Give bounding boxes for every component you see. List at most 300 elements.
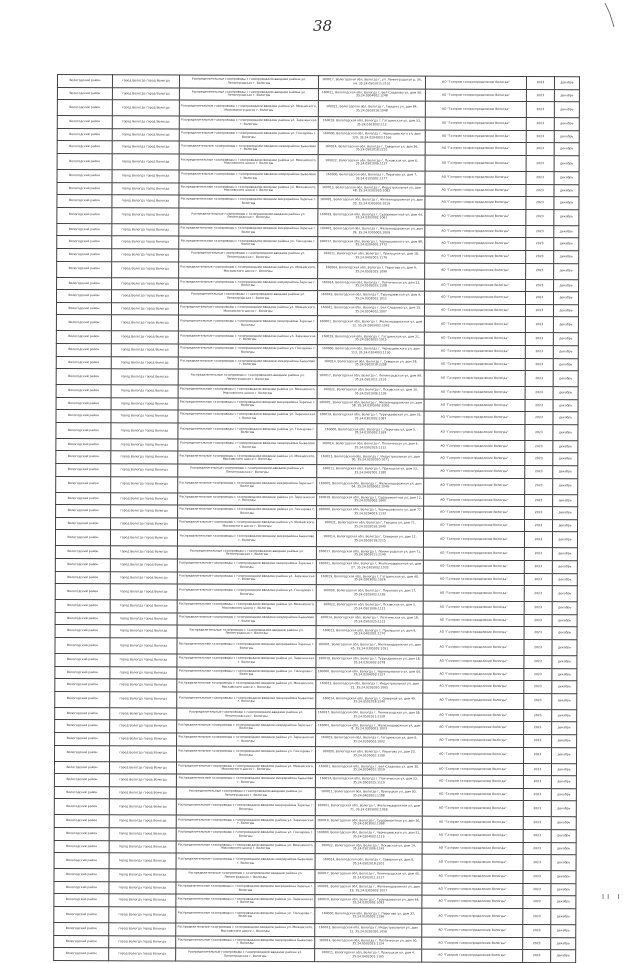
city-cell: город Вологда город Вологда [110,679,177,692]
year-cell: 2023 [526,225,554,238]
year-cell: 2023 [524,627,552,640]
year-cell: 2023 [526,143,554,156]
object-cell: Распределительные газопроводы с газопроводами-вводами микрорайона Бывалово г. Вологды [176,774,315,787]
object-cell: Распределительные газопроводы с газопроводами-вводами района ул. Можайского, Московского шоссе г. Вологды [176,841,315,854]
address-cell: 160000, Вологодская обл, Вологда г, Пирогова ул, дом 7, 35:24:0105002:1177 [318,171,425,184]
district-cell: Вологодский район [55,546,110,559]
year-cell: 2023 [525,399,553,412]
month-cell: декабрь [551,788,576,801]
object-cell: Распределительные газопроводы с газопроводами-вводами района ул. Ленинградская г. Вологды [177,625,316,638]
year-cell: 2023 [523,829,551,842]
district-cell: Вологодский район [57,248,112,261]
object-cell: Распределительные газопроводы с газопроводами-вводами района ул. Можайского, Московского шоссе г. Вологды [176,923,315,936]
year-cell: 2023 [523,747,551,763]
table-body [54,75,580,963]
address-cell: 160022, Вологодская обл, Вологда г, Псковская ул, дом 10, 35:24:0501006:1139 [317,386,424,399]
city-cell: город Вологда город Вологда [112,129,179,142]
organization-cell: АО "Газпром газораспределение Вологда" [423,639,524,655]
month-cell: декабрь [551,817,576,830]
city-cell: город Вологда город Вологда [112,277,179,290]
district-cell: Вологодский район [55,732,110,745]
city-cell: город Вологда город Вологда [111,451,178,464]
district-cell: Вологодский район [54,935,109,948]
year-cell: 2023 [525,345,553,358]
object-cell: Распределительные газопроводы с газопроводами-вводами района ул. Ленинградская г. Вологды [179,88,318,101]
city-cell: город Вологда город Вологда [109,853,176,869]
address-cell: 160019, Вологодская обл, Вологда г, Турундаевская ул, дом 44, 35:24:0303002:1093 [315,895,422,908]
city-cell: город Вологда город Вологда [110,546,177,559]
organization-cell: АО "Газпром газораспределение Вологда" [422,842,523,855]
month-cell: декабрь [554,251,579,264]
district-cell: Вологодский район [54,761,109,774]
scan-edge-mark [604,2,616,28]
district-cell: Вологодский район [55,571,110,584]
address-cell: 160014, Вологодская обл, Вологда г, Поэтическая ул, дом 22, 35:24:0502025:1119 [315,775,422,788]
city-cell: город Вологда город Вологда [111,505,178,518]
city-cell: город Вологда город Вологда [110,571,177,584]
object-cell: Распределительные газопроводы с газопроводами-вводами района ул. Можайского, Московского шоссе г. Вологды [179,262,318,279]
object-cell: Распределительные газопроводы с газопроводами-вводами микрорайона Бывалово г. Вологды [179,170,318,183]
city-cell: город Вологда город Вологда [111,315,178,331]
organization-cell: АО "Газпром газораспределение Вологда" [424,424,525,440]
city-cell: город Вологда город Вологда [111,518,178,531]
year-cell: 2023 [524,548,552,561]
city-cell: город Вологда город Вологда [112,223,179,236]
district-cell: Вологодский район [57,290,112,303]
district-cell: Вологодский район [57,153,112,169]
year-cell: 2023 [523,763,551,776]
organization-cell: АО "Газпром газораспределение Вологда" [424,370,525,386]
district-cell: Вологодский район [57,87,112,100]
district-cell: Вологодский район [55,653,110,666]
city-cell: город Вологда город Вологда [109,840,176,853]
city-cell: город Вологда город Вологда [112,290,179,303]
organization-cell: АО "Газпром газораспределение Вологда" [422,883,523,896]
year-cell: 2023 [525,371,553,387]
organization-cell: АО "Газпром газораспределение Вологда" [425,250,526,263]
district-cell: Вологодский район [54,827,109,840]
district-cell: Вологодский район [55,600,110,613]
address-cell: 160014, Вологодская обл, Вологда г, Северная ул, дом 12, 35:24:0502018:2215 [316,531,423,547]
district-cell: Вологодский район [56,505,111,518]
city-cell: город Вологда город Вологда [112,195,179,208]
month-cell: декабрь [551,925,576,938]
table-row [54,948,576,963]
month-cell: декабрь [551,842,576,855]
object-cell: Распределительные газопроводы с газопроводами-вводами района ул. Зареченская г. Вологды [176,894,315,907]
address-cell: 160022, Вологодская обл, Вологда г, Псковская ул, дом 6, 35:24:0501006:1127 [318,155,425,171]
address-cell: 160000, Вологодская обл, Вологда г, Пирогова ул, дом 25, 35:24:0105002:1190 [315,746,422,762]
organization-cell: АО "Газпром газораспределение Вологда" [424,332,525,345]
address-cell: 160022, Вологодская обл, Вологда г, Псковская ул, дом 14, 35:24:0501006:1142 [315,841,422,854]
address-cell: 160019, Вологодская обл, Вологда г, Турундаевская ул, дом 18, 35:24:0303002:1078 [316,655,423,668]
district-cell: Вологодский район [55,691,110,707]
month-cell: декабрь [551,830,576,843]
district-cell: Вологодский район [54,922,109,935]
city-cell: город Вологда город Вологда [109,761,176,774]
month-cell: декабрь [551,896,576,909]
object-cell: Распределительные газопроводы с газопроводами-вводами микрорайона Бывалово г. Вологды [177,613,316,626]
organization-cell: АО "Газпром газораспределение Вологда" [425,209,526,225]
year-cell: 2023 [526,279,554,292]
month-cell: декабрь [552,532,577,548]
object-cell: Распределительные газопроводы с газопроводами-вводами района ул. Ленинградская г. Вологды [176,787,315,800]
city-cell: город Вологда город Вологда [110,530,177,546]
object-cell: Распределительные газопроводы с газопроводами-вводами района ул. Ленинградская г. Вологды [177,708,316,721]
month-cell: декабрь [554,238,579,251]
district-cell: Вологодский район [54,815,109,828]
organization-cell: АО "Газпром газораспределение Вологда" [422,870,523,883]
district-cell: Вологодский район [56,464,111,477]
month-cell: декабрь [554,225,579,238]
address-cell: 160013, Вологодская обл, Вологда г, Индустриальная ул, дом 30, 35:24:0202020:1071 [317,452,424,465]
organization-cell: АО "Газпром газораспределение Вологда" [422,775,523,788]
district-cell: Вологодский район [55,720,110,733]
gas-pipeline-table [53,74,580,963]
object-cell: Распределительные газопроводы с газопроводами-вводами микрорайона Заречье г. Вологды [179,195,318,208]
month-cell: декабрь [552,709,577,722]
district-cell: Вологодский район [55,707,110,720]
organization-cell: АО "Газпром газораспределение Вологда" [423,532,524,548]
district-cell: Вологодский район [57,223,112,236]
object-cell: Распределительные газопроводы с газопроводами-вводами района ул. Можайского, Московского шоссе г. Вологды [178,385,317,398]
year-cell: 2023 [525,466,553,479]
month-cell: декабрь [551,950,576,963]
year-cell: 2023 [525,478,553,494]
district-cell: Вологодский район [56,492,111,505]
object-cell: Распределительные газопроводы с газопроводами-вводами района ул. Ленинградская г. Вологды [179,208,318,225]
address-cell: 160013, Вологодская обл, Вологда г, Индустриальная ул, дом 48, 35:24:0202020:1082 [318,183,425,196]
organization-cell: АО "Газпром газораспределение Вологда" [424,399,525,412]
object-cell: Распределительные газопроводы с газопроводами-вводами района ул. Гончарова г. Вологды [178,344,317,357]
organization-cell: АО "Газпром газораспределение Вологда" [423,585,524,601]
city-cell: город Вологда город Вологда [111,464,178,477]
city-cell: город Вологда город Вологда [112,75,179,88]
address-cell: 160000, Вологодская обл, Вологда г, Пирогова ул, дом 33, 35:24:0105002:1196 [315,908,422,924]
district-cell: Вологодский район [54,948,109,961]
organization-cell: АО "Газпром газораспределение Вологда" [425,196,526,209]
address-cell: 160021, Вологодская обл, Вологда г, Герцена ул, дом 71, 35:24:0202016:1040 [317,518,424,531]
address-cell: 160001, Вологодская обл, Вологда г, Железнодорожная ул, дом 12, 35:24:0305002:1042 [317,316,424,332]
organization-cell: АО "Газпром газораспределение Вологда" [423,601,524,614]
object-cell: Распределительные газопроводы с газопроводами-вводами микрорайона Заречье г. Вологды [176,799,315,816]
city-cell: город Вологда город Вологда [110,733,177,746]
district-cell: Вологодский район [56,302,111,315]
address-cell: 160017, Вологодская обл, Вологда г, Ленинградская ул, дом 71, 35:24:0502011:2140 [316,547,423,560]
city-cell: город Вологда город Вологда [112,116,179,129]
month-cell: декабрь [553,399,578,412]
district-cell: Вологодский район [55,679,110,692]
organization-cell: АО "Газпром газораспределение Вологда" [423,655,524,668]
district-cell: Вологодский район [56,476,111,492]
object-cell: Распределительные газопроводы с газопроводами-вводами района ул. Ленинградская г. Вологды [179,75,318,88]
address-cell: 160001, Вологодская обл, Вологда г, Железнодорожная ул, дом 27, 35:24:0305002:1033 [316,560,423,573]
organization-cell: АО "Газпром газораспределение Вологда" [422,949,523,962]
district-cell: Вологодский район [56,451,111,464]
year-cell: 2023 [524,668,552,681]
year-cell: 2023 [523,801,551,817]
month-cell: декабрь [554,279,579,292]
city-cell: город Вологда город Вологда [112,100,179,116]
month-cell: декабрь [552,627,577,640]
address-cell: 160017, Вологодская обл, Вологда г, ул. Ленинградская д. 34, кв. 35:24:0502011:2151 [318,76,425,89]
year-cell: 2023 [526,197,554,210]
district-cell: Вологодский район [57,169,112,182]
address-cell: 160019, Вологодская обл, Вологда г, Турундаевская ул, дом 9, 35:24:0303002:1012 [318,291,425,304]
city-cell: город Вологда город Вологда [112,236,179,249]
organization-cell: АО "Газпром газораспределение Вологда" [424,519,525,532]
year-cell: 2023 [524,735,552,748]
organization-cell: АО "Газпром газораспределение Вологда" [424,386,525,399]
year-cell: 2023 [526,263,554,279]
organization-cell: АО "Газпром газораспределение Вологда" [424,304,525,317]
organization-cell: АО "Газпром газораспределение Вологда" [423,680,524,693]
address-cell: 160019, Вологодская обл, Вологда г, Судоремонтная ул, дом 44, 35:24:0303002:1061 [318,208,425,224]
month-cell: декабрь [553,387,578,400]
year-cell: 2023 [525,358,553,371]
object-cell: Распределительные газопроводы с газопроводами-вводами района ул. Ленинградская г. Вологды [179,249,318,262]
object-cell: Распределительные газопроводы с газопроводами-вводами микрорайона Заречье г. Вологды [179,224,318,237]
organization-cell: АО "Газпром газораспределение Вологда" [422,908,523,924]
year-cell: 2023 [523,883,551,896]
district-cell: Вологодский район [54,853,109,869]
object-cell: Распределительные газопроводы с газопроводами-вводами района ул. Ленинградская г. Вологды [177,546,316,559]
organization-cell: АО "Газпром газораспределение Вологда" [423,693,524,709]
object-cell: Распределительные газопроводы с газопроводами-вводами микрорайона Бывалово г. Вологды [176,853,315,870]
organization-cell: АО "Газпром газораспределение Вологда" [424,506,525,519]
object-cell: Распределительные газопроводы с газопроводами-вводами района ул. Ленинградская г. Вологды [176,869,315,882]
district-cell: Вологодский район [56,517,111,530]
object-cell: Распределительные газопроводы с газопроводами-вводами микрорайона Бывалово г. Вологды [179,141,318,154]
district-cell: Вологодский район [55,625,110,638]
month-cell: декабрь [551,883,576,896]
object-cell: Распределительные газопроводы с газопроводами-вводами района ул. Можайского, Московского шоссе г. Вологды [179,154,318,171]
city-cell: город Вологда город Вологда [111,410,178,423]
city-cell: город Вологда город Вологда [109,894,176,907]
district-cell: Вологодский район [55,584,110,600]
address-cell: 160019, Вологодская обл, Вологда г, Турундаевская ул, дом 31, 35:24:0303002:1087 [317,411,424,424]
city-cell: город Вологда город Вологда [111,331,178,344]
year-cell: 2023 [526,89,554,102]
month-cell: декабрь [553,466,578,479]
month-cell: декабрь [552,735,577,748]
address-cell: 160000, Вологодская обл, Вологда г, Чернышевского ул, дом 77, 35:24:0204003:1133 [317,506,424,519]
district-cell: Вологодский район [56,356,111,369]
year-cell: 2023 [526,184,554,197]
district-cell: Вологодский район [55,666,110,679]
footer-marks: II I [602,893,623,901]
month-cell: декабрь [552,548,577,561]
year-cell: 2023 [524,709,552,722]
city-cell: город Вологда город Вологда [109,799,176,815]
district-cell: Вологодский район [57,128,112,141]
organization-cell: АО "Газпром газораспределение Вологда" [424,316,525,332]
object-cell: Распределительные газопроводы с газопроводами-вводами района ул. Можайского, Московского шоссе г. Вологды [176,762,315,775]
address-cell: 160014, Вологодская обл, Вологда г, Северная ул, дом 36, 35:24:0502018:2231 [318,142,425,155]
city-cell: город Вологда город Вологда [110,654,177,667]
month-cell: декабрь [554,118,579,131]
organization-cell: АО "Газпром газораспределение Вологда" [425,184,526,197]
district-cell: Вологодский район [56,315,111,331]
month-cell: декабрь [553,292,578,305]
object-cell: Распределительные газопроводы с газопроводами-вводами микрорайона Бывалово г. Вологды [177,530,316,547]
district-cell: Вологодский район [57,261,112,277]
city-cell: город Вологда город Вологда [109,869,176,882]
district-cell: Вологодский район [55,559,110,572]
district-cell: Вологодский район [54,786,109,799]
month-cell: декабрь [553,478,578,494]
organization-cell: АО "Газпром газораспределение Вологда" [425,279,526,292]
object-cell: Распределительные газопроводы с газопроводами-вводами района ул. Зареченская г. Вологды [178,331,317,344]
address-cell: 160019, Вологодская обл, Вологда г, Гагаринская ул, дом 40, 35:24:0303002:1026 [316,572,423,585]
address-cell: 160000, Вологодская обл, Вологда г, Чернышевского ул, дом 113, 35:24:0204003:1150 [317,345,424,358]
year-cell: 2023 [525,440,553,453]
address-cell: 160022, Вологодская обл, Вологда г, Псковская ул, дом 2, 35:24:0501006:1121 [316,601,423,614]
object-cell: Распределительные газопроводы с газопроводами-вводами района ул. Можайского, Московского шоссе г. Вологды [178,451,317,464]
address-cell: 160001, Вологодская обл, Вологда г, Железнодорожная ул, дом 45, 35:24:0305002:1051 [316,639,423,655]
organization-cell: АО "Газпром газораспределение Вологда" [424,358,525,371]
object-cell: Распределительные газопроводы с газопроводами-вводами района ул. Зареченская г. Вологды [178,410,317,423]
month-cell: декабрь [552,586,577,602]
month-cell: декабрь [551,776,576,789]
city-cell: город Вологда город Вологда [110,613,177,626]
address-cell: 160011, Вологодская обл, Вологда г, Прилуцкая ул, дом 30, 35:24:0402001:1188 [315,787,422,800]
district-cell: Вологодский район [57,195,112,208]
city-cell: город Вологда город Вологда [110,745,177,761]
address-cell: 160021, Вологодская обл, Вологда г, Герцена ул, дом 84, 35:24:0202016:1048 [318,101,425,117]
organization-cell: АО "Газпром газораспределение Вологда" [422,829,523,842]
object-cell: Распределительные газопроводы с газопроводами-вводами района ул. Ленинградская г. Вологды [179,290,318,303]
month-cell: декабрь [554,172,579,185]
object-cell: Распределительные газопроводы с газопроводами-вводами района ул. Гончарова г. Вологды [176,828,315,841]
object-cell: Распределительные газопроводы с газопроводами-вводами района ул. Можайского, Московского шоссе г. Вологды [177,600,316,613]
year-cell: 2023 [523,776,551,789]
city-cell: город Вологда город Вологда [109,774,176,787]
object-cell: Распределительные газопроводы с газопроводами-вводами микрорайона Заречье г. Вологды [178,398,317,411]
district-cell: Вологодский район [57,207,112,223]
month-cell: декабрь [554,209,579,225]
month-cell: декабрь [553,507,578,520]
month-cell: декабрь [551,937,576,950]
address-cell: 160000, Вологодская обл, Вологда г, Чернышевского ул, дом 51, 35:24:0204003:1119 [315,829,422,842]
month-cell: декабрь [553,317,578,333]
district-cell: Вологодский район [56,385,111,398]
month-cell: декабрь [553,412,578,425]
city-cell: город Вологда город Вологда [111,397,178,410]
object-cell: Распределительные газопроводы с газопроводами-вводами района ул. Гончарова г. Вологды [178,505,317,518]
year-cell: 2023 [526,118,554,131]
month-cell: декабрь [551,909,576,925]
month-cell: декабрь [553,304,578,317]
object-cell: Распределительные газопроводы с газопроводами-вводами района ул. Зареченская г. Вологды [179,116,318,129]
year-cell: 2023 [526,250,554,263]
month-cell: декабрь [554,89,579,102]
district-cell: Вологодский район [56,369,111,385]
city-cell: город Вологда город Вологда [111,385,178,398]
object-cell: Распределительные газопроводы с газопроводами-вводами микрорайона Бывалово г. Вологды [178,357,317,370]
month-cell: декабрь [551,763,576,776]
month-cell: декабрь [553,494,578,507]
organization-cell: АО "Газпром газораспределение Вологда" [425,117,526,130]
city-cell: город Вологда город Вологда [111,423,178,439]
page-number: 38 [313,17,333,35]
object-cell: Распределительные газопроводы с газопроводами-вводами района ул. Гончарова г. Вологды [177,667,316,680]
address-cell: 160011, Вологодская обл, Вологда г, Прилуцкая ул, дом 22, 35:24:0402001:1180 [317,465,424,478]
year-cell: 2023 [526,102,554,118]
year-cell: 2023 [525,519,553,532]
address-cell: 160013, Вологодская обл, Вологда г, Индустриальная ул, дом 12, 35:24:0202020:1059 [315,924,422,937]
year-cell: 2023 [523,842,551,855]
year-cell: 2023 [526,77,554,90]
object-cell: Распределительные газопроводы с газопроводами-вводами микрорайона Бывалово г. Вологды [178,439,317,452]
object-cell: Распределительные газопроводы с газопроводами-вводами района ул. Можайского, Московского шоссе г. Вологды [177,679,316,692]
organization-cell: АО "Газпром газораспределение Вологда" [425,291,526,304]
organization-cell: АО "Газпром газораспределение Вологда" [423,668,524,681]
city-cell: город Вологда город Вологда [112,87,179,100]
year-cell: 2023 [525,317,553,333]
year-cell: 2023 [523,871,551,884]
year-cell: 2023 [525,292,553,305]
district-cell: Вологодский район [57,277,112,290]
address-cell: 160000, Вологодская обл, Вологда г, Пирогова ул, дом 17, 35:24:0105002:1182 [316,585,423,601]
organization-cell: АО "Газпром газораспределение Вологда" [425,130,526,143]
city-cell: город Вологда город Вологда [111,344,178,357]
month-cell: декабрь [553,425,578,441]
district-cell: Вологодский район [55,612,110,625]
city-cell: город Вологда город Вологда [112,261,179,277]
month-cell: декабрь [554,184,579,197]
organization-cell: АО "Газпром газораспределение Вологда" [424,494,525,507]
month-cell: декабрь [551,801,576,817]
year-cell: 2023 [523,924,551,937]
address-cell: 160017, Вологодская обл, Вологда г, Ленинградская ул, дом 99, 35:24:0502011:2135 [317,370,424,386]
object-cell: Распределительные газопроводы с газопроводами-вводами района ул. Зареченская г. Вологды [177,654,316,667]
month-cell: декабрь [552,722,577,735]
district-cell: Вологодский район [54,774,109,787]
organization-cell: АО "Газпром газораспределение Вологда" [425,89,526,102]
month-cell: декабрь [552,561,577,574]
address-cell: 160001, Вологодская обл, Вологда г, Железнодорожная ул, дом 33, 35:24:0305002:1019 [318,196,425,209]
city-cell: город Вологда город Вологда [110,600,177,613]
year-cell: 2023 [524,602,552,615]
object-cell: Распределительные газопроводы с газопроводами-вводами района ул. Ленинградская г. Вологды [178,369,317,386]
address-cell: 160011, Вологодская обл, Вологда г, Прилуцкая ул, дом 9, 35:24:0402001:1170 [316,626,423,639]
address-cell: 160017, Вологодская обл, Вологда г, Ленинградская ул, дом 45, 35:24:0502011:2117 [315,870,422,883]
address-cell: 160000, Вологодская обл, Вологда г, Чернышевского ул, дом 129, 35:24:0204003:1166 [318,129,425,142]
month-cell: декабрь [554,102,579,118]
district-cell: Вологодский район [57,182,112,195]
organization-cell: АО "Газпром газораспределение Вологда" [422,763,523,776]
month-cell: декабрь [554,263,579,279]
district-cell: Вологодский район [55,745,110,761]
object-cell: Распределительные газопроводы с газопроводами-вводами района ул. Ленинградская г. Вологды [176,948,315,961]
organization-cell: АО "Газпром газораспределение Вологда" [423,627,524,640]
object-cell: Распределительные газопроводы с газопроводами-вводами района ул. Гончарова г. Вологды [176,907,315,924]
organization-cell: АО "Газпром газораспределение Вологда" [424,440,525,453]
organization-cell: АО "Газпром газораспределение Вологда" [423,560,524,573]
year-cell: 2023 [526,130,554,143]
address-cell: 160001, Вологодская обл, Вологда г, Железнодорожная ул, дом 64, 35:24:0305002:1049 [317,477,424,493]
city-cell: город Вологда город Вологда [110,666,177,679]
object-cell: Распределительные газопроводы с газопроводами-вводами района ул. Можайского, Московского шоссе г. Вологды [179,100,318,117]
address-cell: 160014, Вологодская обл, Вологда г, Поэтическая ул, дом 12, 35:24:0502025:1108 [318,278,425,291]
object-cell: Распределительные газопроводы с газопроводами-вводами района ул. Можайского, Московского шоссе г. Вологды [178,303,317,316]
organization-cell: АО "Газпром газораспределение Вологда" [425,155,526,171]
year-cell: 2023 [525,387,553,400]
city-cell: город Вологда город Вологда [112,207,179,223]
organization-cell: АО "Газпром газораспределение Вологда" [422,895,523,908]
address-cell: 160000, Вологодская обл, Вологда г, Пирогова ул, дом 5, 35:24:0105002:1169 [317,424,424,440]
